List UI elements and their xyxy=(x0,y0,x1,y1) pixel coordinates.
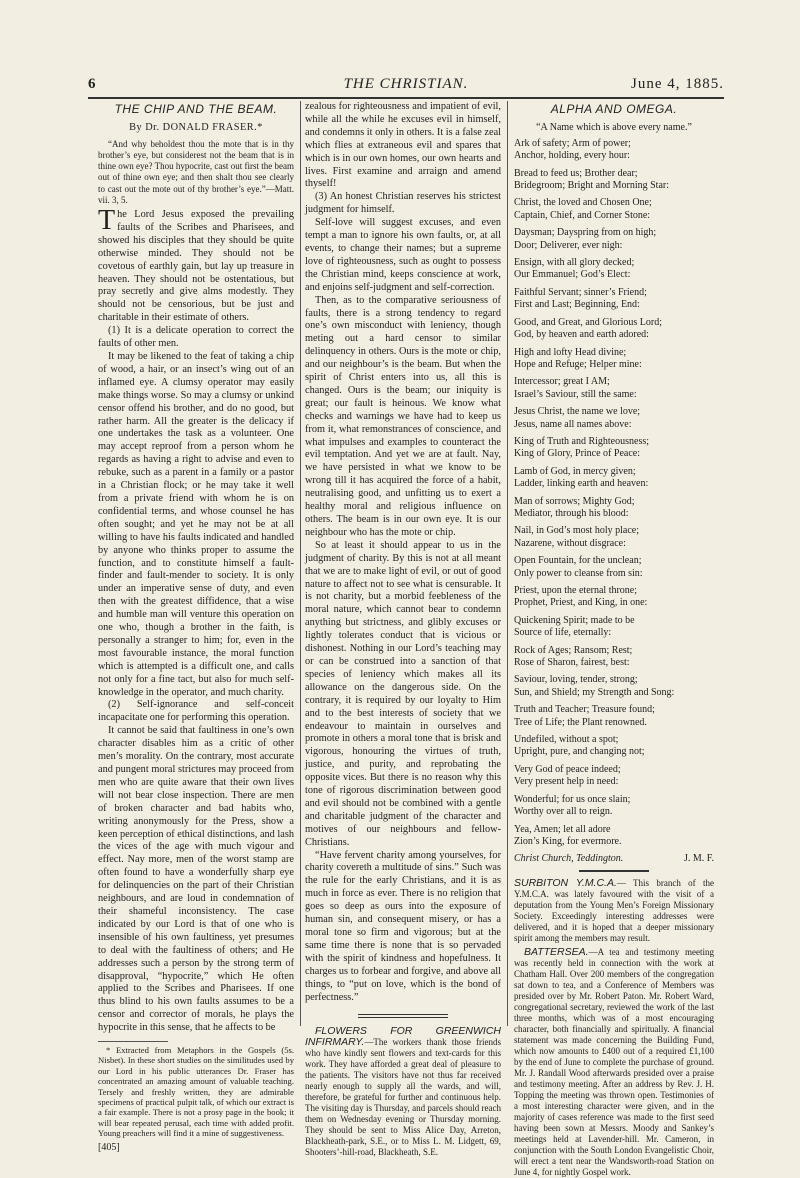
poem-stanza xyxy=(514,376,714,401)
poem-line: Upright, pure, and changing not; xyxy=(514,746,645,758)
section-divider xyxy=(358,1014,448,1018)
poem-line: King of Truth and Righteousness; xyxy=(514,435,650,447)
poem-line: Hope and Refuge; Helper mine: xyxy=(514,358,642,370)
poem-stanza xyxy=(514,496,714,521)
poem-line: Anchor, holding, every hour: xyxy=(514,150,630,162)
poem-line: Truth and Teacher; Treasure found; xyxy=(514,704,655,716)
poem-initials: J. M. F. xyxy=(683,853,714,865)
poem-stanza xyxy=(514,287,714,312)
poem-line: Rock of Ages; Ransom; Rest; xyxy=(514,644,633,656)
paragraph: It cannot be said that faultiness in one’s own character disables him as a critic of other men’s morality. On the contrary, most accurate and pungent moral strictures may proceed from men who are quite aware that their own lives will not bear close inspection. There are men of broken character and bad habits who, writing anonymously for the Press, show a keen perception of ethical distinctions, and lash the vices of the age with much vigour and effect. Nay more, men of the worst stamp are often found to have a wonderfully sharp eye for delinquencies on the part of their Christian neighbours, and are loud in condemnation of their shameful inconsistency. The case indicated by our Lord is that of one who is insensible of his own faultiness, yet presumes to deal with the faultiness of others; and He addresses such a person by the strong term of disapproval, “hypocrite,” which He often applied to the Scribes and Pharisees. If one thus blind to his own faults assumes to be a censor and corrector of morals, he plays the hypocrite in this sense, that he affects to be xyxy=(98,725,294,1034)
flowers-body: —The workers thank those friends who have kindly sent flowers and text-cards for this work. They have afforded a great deal of pleasure to the patients. The visitors have not thus far received nearly enough to supply all the wards, and will, therefore, be grateful for further and continuous help. The visiting day is Thursday, and parcels should reach them on Wednesday evening or Thursday morning. They should be sent to Miss Alice Day, Arreton, Blackheath-park, S.E., or to Miss L. M. Lidgett, 69, Shooters’-hill-road, Blackheath, S.E. xyxy=(305,1037,501,1158)
poem-stanza xyxy=(514,824,714,849)
poem-stanza xyxy=(514,168,714,193)
poem-stanza xyxy=(514,406,714,431)
poem-stanza xyxy=(514,734,714,759)
poem-line: Faithful Servant; sinner’s Friend; xyxy=(514,286,647,298)
poem-stanza xyxy=(514,525,714,550)
poem-subtitle: “A Name which is above every name.” xyxy=(536,121,692,133)
surbiton-notice xyxy=(514,878,714,944)
footnote-rule xyxy=(98,1041,168,1042)
paragraph: Self-love will suggest excuses, and even tempt a man to ignore his own faults, or, at all events, to change their names; but a supreme love of righteousness, such as ought to possess the Christian mind, keeps conscience at work, and enjoins self-judgment and self-correction. xyxy=(305,217,501,293)
poem-line: Yea, Amen; let all adore xyxy=(514,823,611,835)
battersea-body: —A tea and testimony meeting was recently held in connection with the work at Chatham Hall. Over 200 members of the congregation sat down to tea, and a Conference of Members was presided over by Mr. Robert Paton. Mr. Robert Ward, congregational secretary, reviewed the work of the last three months, which was of a most encouraging character, both financially and spiritually. A financial statement was made concerning the Building Fund, which now amounts to £400 out of a required £1,100 by the end of June to complete the purchase of ground. Mr. J. Randall Wood afterwards presided over a praise and testimony meeting. After an address by Rev. J. H. Topping the meeting was thrown open. Testimonies of a most interesting character were given, and in the majority of cases reference was made to the first seed having been sown at Messrs. Moody and Sankey’s meetings held at Lavender-hill. Mr. Cameron, in conjunction with the South London Evangelistic Choir, will erect a tent near the Wandsworth-road Station on June 4, for nightly Gospel work. xyxy=(514,947,714,1178)
poem-line: God, by heaven and earth adored: xyxy=(514,329,649,341)
poem-line: Ensign, with all glory decked; xyxy=(514,257,635,269)
paragraph: (1) It is a delicate operation to correct the faults of other men. xyxy=(98,325,294,350)
poem-stanza xyxy=(514,257,714,282)
poem-stanza xyxy=(514,674,714,699)
poem-stanza xyxy=(514,227,714,252)
poem-body xyxy=(514,138,714,849)
poem-line: Prophet, Priest, and King, in one: xyxy=(514,597,648,609)
poem-line: Israel’s Saviour, still the same: xyxy=(514,388,637,400)
epigraph: “And why beholdest thou the mote that is in thy brother’s eye, but considerest not the beam that is in thine own eye? Thou hypocrite, cast out first the beam out of thine own eye; and then shalt thou see clearly to cast out the mote out of thy brother’s eye.”—Matt. vii. 3, 5. xyxy=(98,138,294,205)
poem-line: Christ, the loved and Chosen One; xyxy=(514,197,652,209)
poem-line: Intercessor; great I AM; xyxy=(514,376,610,388)
poem-stanza xyxy=(514,645,714,670)
poem-line: First and Last; Beginning, End: xyxy=(514,299,640,311)
battersea-heading: BATTERSEA. xyxy=(524,946,589,959)
poem-line: Quickening Spirit; made to be xyxy=(514,614,635,626)
column-right xyxy=(514,101,714,1178)
poem-title: ALPHA AND OMEGA. xyxy=(550,102,678,116)
poem-line: Bridegroom; Bright and Morning Star: xyxy=(514,180,669,192)
column-divider xyxy=(507,101,508,1026)
poem-line: Nail, in God’s most holy place; xyxy=(514,525,639,537)
poem-line: Our Emmanuel; God’s Elect: xyxy=(514,269,631,281)
poem-line: Door; Deliverer, ever nigh: xyxy=(514,239,623,251)
poem-line: Jesus Christ, the name we love; xyxy=(514,406,641,418)
poem-line: Nazarene, without disgrace: xyxy=(514,537,626,549)
poem-line: Ladder, linking earth and heaven: xyxy=(514,478,649,490)
poem-stanza xyxy=(514,615,714,640)
paragraph: It may be likened to the feat of taking a chip of wood, a hair, or an insect’s wing out of an inflamed eye. A clumsy operator may easily make things worse. So may a clumsy or unkind censor offend his brother, and do no good, but rather harm. All the greater is the delicacy if one undertakes the task as a volunteer. One may accept reproof from a person whom he regards as having a right to advise and even to rebuke, such as a parent in a family or a pastor in a Christian flock; or he may take it well from a private friend with whom he is on confidential terms, and whose counsel he has often sought; and yet he may not be at all willing to have his faults indicated and handled by anyone who thinks proper to assume the function, and to constitute himself a fault-finder and fault-mender to society. It is only under an imperative sense of duty, and even then with the greatest diffidence, that a wise and humble man will venture this operation on one who, though a brother in the faith, is personally a stranger to him; for, even in the most favourable instance, the moral function which is attempted is a difficult one, and calls not only for a fine tact, but also for much self-knowledge in the operator, and much charity. xyxy=(98,351,294,698)
column-left xyxy=(98,101,294,1153)
poem-place: Christ Church, Teddington. xyxy=(514,853,624,865)
poem-stanza xyxy=(514,555,714,580)
poem-line: High and lofty Head divine; xyxy=(514,346,627,358)
issue-date: June 4, 1885. xyxy=(631,76,724,92)
poem-line: Lamb of God, in mercy given; xyxy=(514,465,636,477)
battersea-notice xyxy=(514,947,714,1178)
poem-line: Worthy over all to reign. xyxy=(514,806,613,818)
footnote: * Extracted from Metaphors in the Gospels (5s. Nisbet). In these short studies on the similitudes used by our Lord in his public utterances Dr. Fraser has concentrated an amazing amount of valuable teaching. Tersely and freshly written, they are admirable specimens of practical pulpit talk, of which our extract is a fair example. There is not a prosy page in the book; it will bear repeated perusal, each time with added profit. Young preachers will find it a mine of suggestiveness. xyxy=(98,1045,294,1139)
poem-line: Only power to cleanse from sin: xyxy=(514,567,643,579)
article-byline: By Dr. DONALD FRASER.* xyxy=(129,121,263,133)
paragraph: “Have fervent charity among yourselves, for charity covereth a multitude of sins.” Such was the rule for the early Christians, and it is as much in force as ever. There is no religion that goes so deep as ours into the exposure of human sin, and consequent misery, or has a moral tone so firm and vigorous; but at the same time there is none that is so pervaded with the spirit of kindness and hopefulness. It charges us to forbear and forgive, and above all things, to “put on love, which is the bond of perfectness.” xyxy=(305,849,501,1003)
flowers-heading: FLOWERS FOR GREENWICH INFIRMARY. xyxy=(305,1025,501,1049)
column-divider xyxy=(300,101,301,1026)
poem-line: Sun, and Shield; my Strength and Song: xyxy=(514,686,675,698)
poem-line: Wonderful; for us once slain; xyxy=(514,793,631,805)
poem-line: Jesus, name all names above: xyxy=(514,418,632,430)
poem-line: Open Fountain, for the unclean; xyxy=(514,555,642,567)
flowers-notice xyxy=(305,1026,501,1158)
header-rule xyxy=(88,97,724,99)
paragraph: Then, as to the comparative seriousness of faults, there is a strong tendency to regard one’s own misconduct with leniency, though meting out a hard censor to similar delinquency in others. Ours is the mote or chip, and our neighbour’s is the beam. But when the spirit of Christ enters into us, all this is changed. Ours is the beam; our iniquity is great; our fault is heinous. We know what checks and warnings we have had to keep us from it, what remonstrances of conscience, and what impulses and examples to counteract the evil temptation. And yet we are at fault. Nay, we have persisted in what we know to be wrong till it has acquired the force of a habit, neutralising good, and unfitting us to exert a healthy moral and religious influence on others. The beam is in our own eye. It is our neighbour who has the mote or chip. xyxy=(305,294,501,538)
poem-line: Man of sorrows; Mighty God; xyxy=(514,495,635,507)
surbiton-heading: SURBITON Y.M.C.A. xyxy=(514,877,617,890)
poem-stanza xyxy=(514,436,714,461)
poem-stanza xyxy=(514,138,714,163)
poem-line: King of Glory, Prince of Peace: xyxy=(514,448,640,460)
poem-line: Saviour, loving, tender, strong; xyxy=(514,674,638,686)
poem-stanza xyxy=(514,347,714,372)
poem-line: Zion’s King, for evermore. xyxy=(514,835,622,847)
paragraph: So at least it should appear to us in the judgment of charity. By this is not at all meant that we are to make light of evil, or out of good nature to affect not to see what is censurable. It is not charity, but a morbid feebleness of the moral nature, which cannot bear to condemn anything but strictness, and glibly excuses or lightly tolerates conduct that is vicious or dishonest. Nothing in our Lord’s teaching may or can be construed into a sanction of that species of leniency which makes all its allowance on the dangerous side. On the contrary, it is required by our loyalty to Him and to the best interests of society that we endeavour to maintain in ourselves and promote in others a moral tone that is brisk and vigorous, honouring the virtues of truth, justice, and purity, and reprobating the opposite vices. But there is no reason why this tone of rigorous discrimination between good and evil should not be combined with a gentle and charitable judgment of the character and motives of our neighbours and fellow-Christians. xyxy=(305,539,501,848)
poem-line: Rose of Sharon, fairest, best: xyxy=(514,657,630,669)
poem-stanza xyxy=(514,704,714,729)
page-number: 6 xyxy=(88,76,96,92)
poem-stanza xyxy=(514,794,714,819)
poem-line: Very God of peace indeed; xyxy=(514,763,621,775)
paragraph: (2) Self-ignorance and self-conceit incapacitate one for performing this operation. xyxy=(98,699,294,724)
paragraph: zealous for righteousness and impatient of evil, while all the while he excuses evil in himself, and condemns it only in others. It is a false zeal which flies at extraneous evil and spares that which is in our own homes, our own hearts and lives. First examine and arraign and amend thyself! xyxy=(305,101,501,190)
poem-line: Good, and Great, and Glorious Lord; xyxy=(514,316,663,328)
poem-stanza xyxy=(514,764,714,789)
poem-line: Very present help in need: xyxy=(514,776,619,788)
article-title: THE CHIP AND THE BEAM. xyxy=(114,102,278,116)
poem-line: Mediator, through his blood: xyxy=(514,507,629,519)
poem-line: Bread to feed us; Brother dear; xyxy=(514,167,638,179)
poem-line: Captain, Chief, and Corner Stone: xyxy=(514,209,651,221)
poem-stanza xyxy=(514,197,714,222)
poem-signoff xyxy=(514,853,714,866)
paragraph: The Lord Jesus exposed the prevailing faults of the Scribes and Pharisees, and showed his disciples that they should be quite otherwise minded. They should not be covetous of earthly gain, but lay up treasure in heaven. They should not be ostentatious, but pray secretly and give alms modestly. They should not be censorious, but be just and charitable in their estimate of others. xyxy=(98,205,294,324)
poem-stanza xyxy=(514,466,714,491)
poem-line: Undefiled, without a spot; xyxy=(514,734,619,746)
running-header xyxy=(88,76,724,96)
poem-line: Source of life, eternally: xyxy=(514,627,612,639)
poem-stanza xyxy=(514,585,714,610)
section-divider xyxy=(579,870,649,872)
folio: [405] xyxy=(98,1141,120,1153)
poem-line: Priest, upon the eternal throne; xyxy=(514,585,638,596)
poem-stanza xyxy=(514,317,714,342)
poem-line: Ark of safety; Arm of power; xyxy=(514,137,631,149)
publication-title: THE CHRISTIAN. xyxy=(343,76,469,92)
surbiton-body: — This branch of the Y.M.C.A. was lately favoured with the visit of a deputation from the Young Men’s Foreign Missionary Society. Exceedingly interesting addresses were delivered, and it is hoped that a deeper missionary spirit among the members may result. xyxy=(514,878,714,944)
paragraph: (3) An honest Christian reserves his strictest judgment for himself. xyxy=(305,191,501,216)
column-middle xyxy=(305,101,501,1158)
poem-line: Tree of Life; the Plant renowned. xyxy=(514,716,647,728)
poem-line: Daysman; Dayspring from on high; xyxy=(514,227,657,239)
